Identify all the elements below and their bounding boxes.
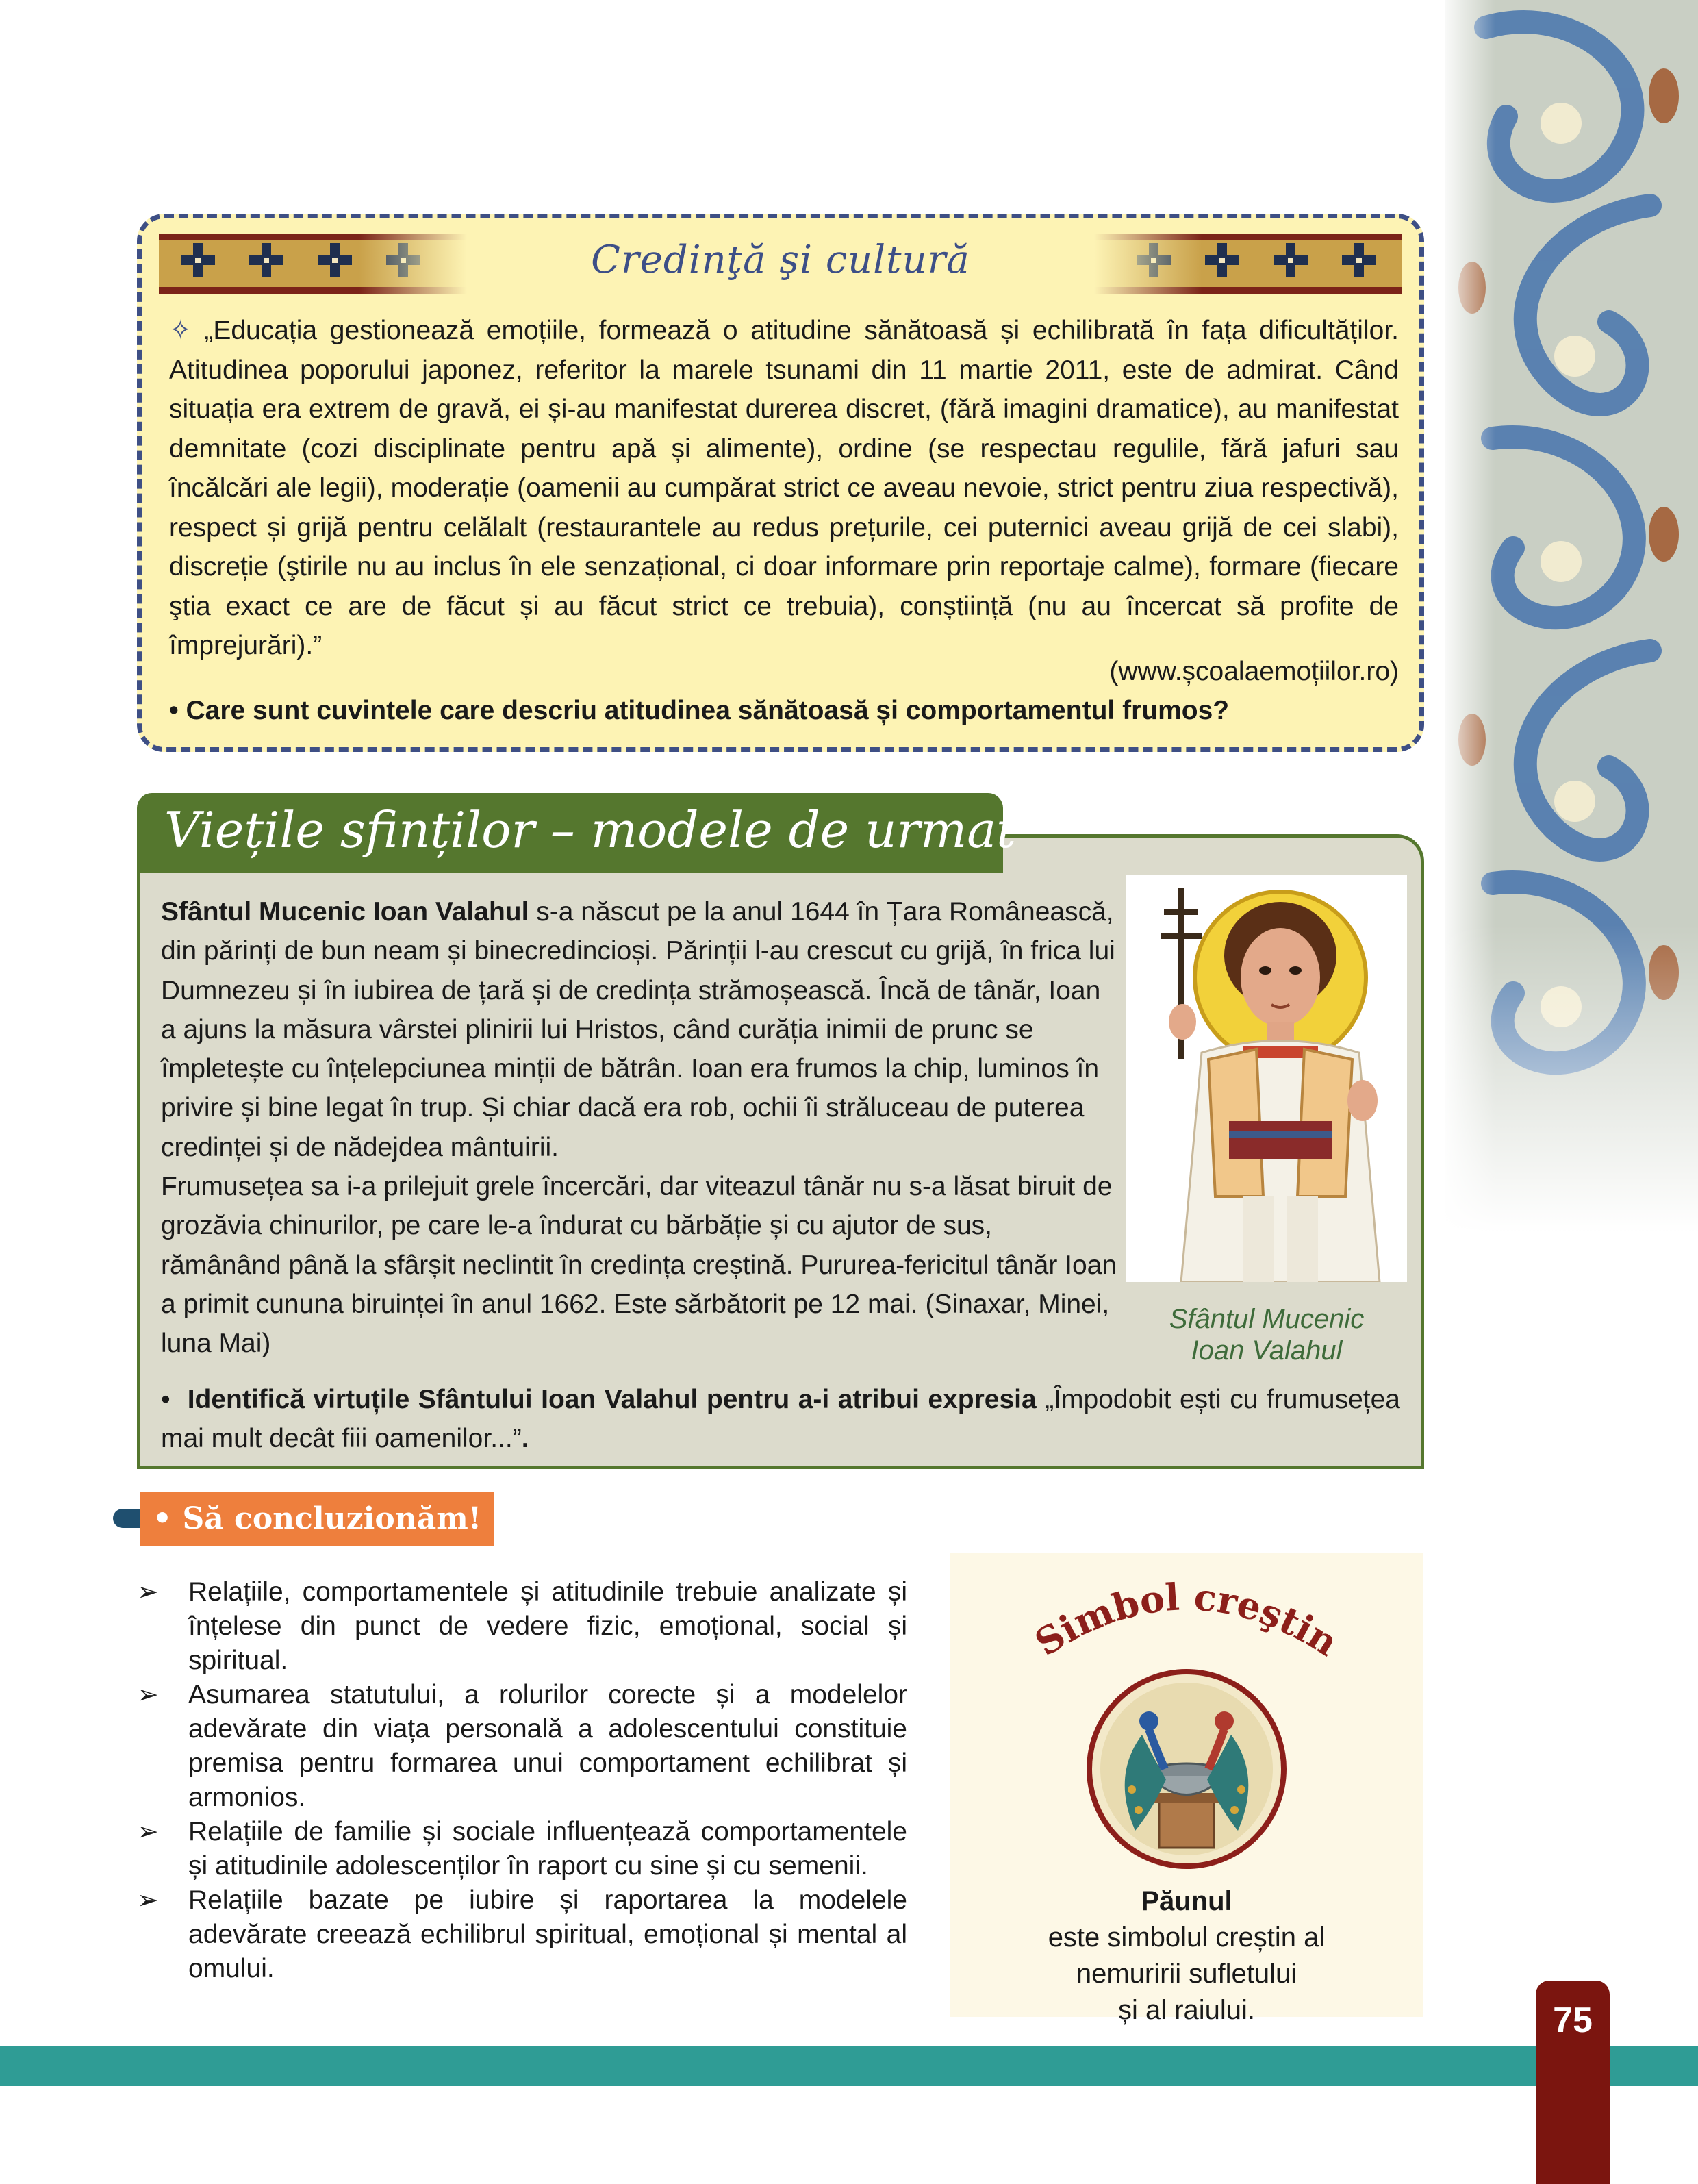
arrow-bullet-icon: ➢ bbox=[137, 1818, 159, 1846]
list-item: ➢ Relațiile, comportamentele și atitudinile trebuie analizate și înțelese din punct de vedere fizic, emoțional, social și spiritual. bbox=[137, 1575, 907, 1678]
saints-title: Viețile sfinților – modele de urmat bbox=[164, 801, 1017, 859]
star-icon: ✧ bbox=[169, 316, 192, 345]
culture-question: • Care sunt cuvintele care descriu atitudinea sănătoasă și comportamentul frumos? bbox=[169, 696, 1230, 725]
symbol-name: Păunul bbox=[1141, 1886, 1232, 1916]
conclusion-list bbox=[137, 1575, 907, 1986]
page-number: 75 bbox=[1553, 2000, 1593, 2040]
culture-quote-text: „Educația gestionează emoțiile, formează o atitudine sănătoasă și echilibrată în fața dificultăților. Atitudinea poporului japonez, referitor la marele tsunami din 11 martie 2011, este de admirat. Când situația era extrem de gravă, ei și-au manifestat durerea discret, (fără imagini dramatice), au manifestat demnitate (cozi disciplinate pentru apă și alimente), ordine (se respectau regulile, fără jafuri sau încălcări ale legii), moderație (oamenii au cumpărat strict ce aveau nevoie, strict pentru ziua respectivă), respect și grijă pentru celălalt (restaurantele au redus prețurile, cei puternici aveau grijă de cei slabi), discreție (ştirile nu au inclus în ele senzațional, ci doar informare prin reportaje calme), formare (fiecare ştia exact ce are de făcut și au făcut strict ce trebuia), conștiință (nu au încercat să profite de împrejurări).” bbox=[169, 316, 1399, 660]
symbol-title bbox=[950, 1553, 1423, 1663]
arrow-bullet-icon: ➢ bbox=[137, 1886, 159, 1915]
symbol-description: Păunul este simbolul creștin al nemuririi sufletului și al raiului. bbox=[950, 1883, 1423, 2029]
saint-name: Sfântul Mucenic Ioan Valahul bbox=[161, 897, 529, 927]
page-number-tab bbox=[1536, 1981, 1610, 2184]
bullet: • bbox=[161, 1385, 170, 1414]
arrow-bullet-icon: ➢ bbox=[137, 1578, 159, 1607]
peacock-medallion-image bbox=[1084, 1666, 1289, 1872]
saints-paragraph-1: Sfântul Mucenic Ioan Valahul s-a născut pe la anul 1644 în Țara Românească, din părinți de bun neam și binecredincioși. Părinții l-au crescut cu grijă, în frica lui Dumnezeu și în iubirea de țară și de credința strămoșească. Încă de tânăr, Ioan a ajuns la măsura vârstei plinirii lui Hristos, când curăția inimii de prunc se împletește cu înțelepciunea minții de bătrân. Ioan era frumos la chip, luminos în privire și bine legat în trup. Și chiar dacă era rob, ochii îi străluceau de puterea credinței și de nădejdea mântuirii. bbox=[161, 897, 1115, 1162]
decorative-border-band bbox=[1445, 0, 1698, 1233]
culture-quote bbox=[169, 311, 1399, 666]
saints-box bbox=[137, 834, 1424, 1469]
list-item: ➢ Relațiile bazate pe iubire și raportarea la modelele adevărate creează echilibrul spiritual, emoțional și mental al omului. bbox=[137, 1883, 907, 1986]
saint-icon-image bbox=[1126, 875, 1407, 1282]
symbol-title-text: Simbol creştin bbox=[1027, 1574, 1346, 1663]
symbol-box bbox=[950, 1553, 1423, 2025]
culture-title: Credinţă şi cultură bbox=[591, 238, 970, 282]
saints-question: • Identifică virtuțile Sfântului Ioan Valahul pentru a-i atribui expresia „Împodobit ești cu frumusețea mai mult decât fiii oamenilor...”. bbox=[161, 1385, 1400, 1453]
saints-paragraph-2: Frumusețea sa i-a prilejuit grele încercări, dar viteazul tânăr nu s-a lăsat biruit de grozăvia chinurilor, pe care le-a îndurat cu bărbăție și cu ajutor de sus, rămânând până la sfârșit neclintit în credința creștină. Pururea-fericitul tânăr Ioan a primit cununa biruinței în anul 1662. Este sărbătorit pe 12 mai. (Sinaxar, Minei, luna Mai) bbox=[161, 1172, 1117, 1359]
saints-section-tab bbox=[137, 793, 1017, 873]
culture-box bbox=[137, 214, 1424, 752]
saints-text bbox=[161, 892, 1119, 1364]
list-item: ➢ Relațiile de familie și sociale influențează comportamentele și atitudinile adolescenților în raport cu sine și cu semenii. bbox=[137, 1815, 907, 1883]
culture-source: (www.școalaemoțiilor.ro) bbox=[1109, 657, 1399, 686]
list-item: ➢ Asumarea statutului, a rolurilor corecte și a modelelor adevărate din viața personală a adolescentului constituie premisa pentru formarea unui comportament echilibrat și armonios. bbox=[137, 1678, 907, 1815]
icon-caption: Sfântul Mucenic Ioan Valahul bbox=[1169, 1304, 1365, 1366]
arrow-bullet-icon: ➢ bbox=[137, 1681, 159, 1709]
footer-bar bbox=[0, 2046, 1698, 2086]
conclusion-label: • Să concluzionăm! bbox=[140, 1492, 494, 1546]
